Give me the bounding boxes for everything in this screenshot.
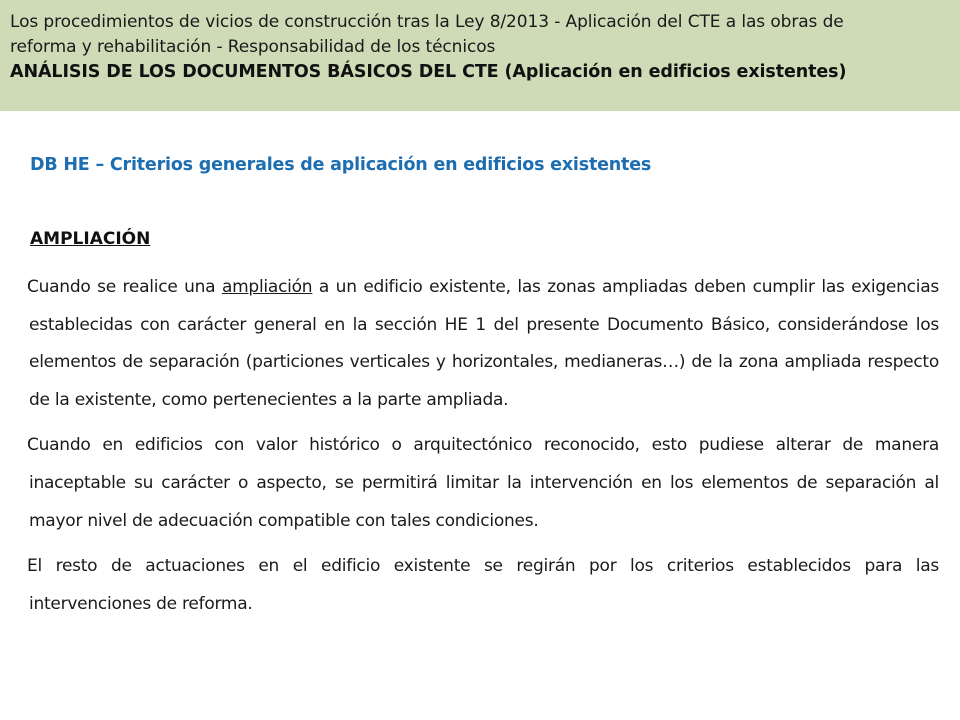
paragraph-3: El resto de actuaciones en el edificio existente se regirán por los criterios establecidos para las intervenciones de reforma.: [27, 556, 939, 614]
underlined-term: ampliación: [221, 277, 313, 297]
header-band: [0, 0, 960, 111]
paragraph-1: [29, 269, 939, 419]
subheading-ampliacion: AMPLIACIÓN: [30, 229, 151, 249]
paragraph-1-start: Cuando se realice una: [27, 277, 222, 297]
header-subtitle: ANÁLISIS DE LOS DOCUMENTOS BÁSICOS DEL CTE (Aplicación en edificios existentes): [10, 62, 847, 82]
paragraph-2: Cuando en edificios con valor histórico o arquitectónico reconocido, esto pudiese alterar de manera inaceptable su carácter o aspecto, se permitirá limitar la intervención en los elementos de separación al mayor nivel de adecuación compatible con tales condiciones.: [27, 435, 939, 531]
header-title-line-1: Los procedimientos de vicios de construcción tras la Ley 8/2013 - Aplicación del CTE a las obras de: [10, 12, 844, 32]
header-title-line-2: reforma y rehabilitación - Responsabilidad de los técnicos: [10, 37, 496, 57]
body-text: [29, 269, 939, 631]
paragraph-1-rest: a un edificio existente, las zonas ampliadas deben cumplir las exigencias establecidas con carácter general en la sección HE 1 del presente Documento Básico, considerándose los elementos de separación (particiones verticales y horizontales, medianeras…) de la zona ampliada respecto de la existente, como pertenecientes a la parte ampliada.: [29, 277, 940, 410]
section-title: DB HE – Criterios generales de aplicación en edificios existentes: [30, 155, 652, 175]
